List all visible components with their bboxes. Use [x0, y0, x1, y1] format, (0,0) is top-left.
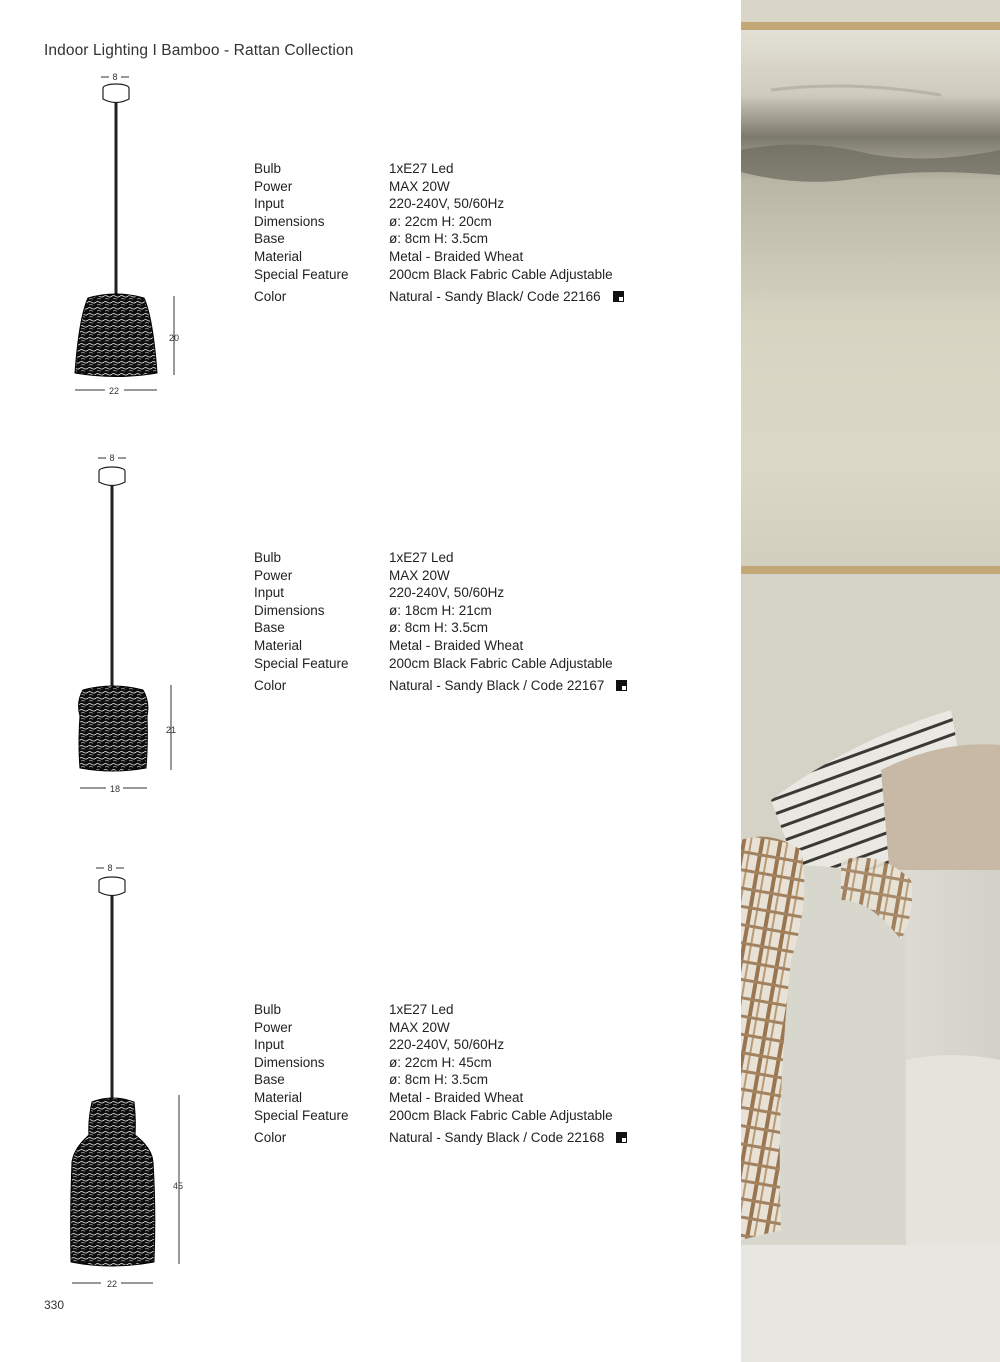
height-label: 20: [169, 333, 180, 343]
power-value: MAX 20W: [389, 178, 450, 194]
base-label: Base: [254, 1072, 285, 1088]
input-label: Input: [254, 196, 285, 212]
dimmable-icon: [616, 680, 627, 691]
base-label: Base: [254, 620, 285, 636]
dimensions-value: ø: 22cm H: 20cm: [389, 213, 492, 229]
special-feature-value: 200cm Black Fabric Cable Adjustable: [389, 1107, 613, 1123]
base-width-label: 8: [112, 72, 118, 82]
page-number: 330: [44, 1298, 65, 1312]
bulb-value: 1xE27 Led: [389, 161, 454, 176]
pendant-drawing: [0, 0, 240, 420]
color-label: Color: [254, 289, 287, 305]
dimensions-value: ø: 18cm H: 21cm: [389, 602, 492, 618]
material-value: Metal - Braided Wheat: [389, 248, 524, 264]
bulb-label: Bulb: [254, 1002, 282, 1017]
material-value: Metal - Braided Wheat: [389, 637, 524, 653]
power-value: MAX 20W: [389, 567, 450, 583]
height-label: 45: [173, 1181, 184, 1191]
material-label: Material: [254, 248, 303, 264]
color-value: Natural - Sandy Black / Code 22167: [389, 678, 605, 694]
product-22167: [0, 420, 740, 820]
input-value: 220-240V, 50/60Hz: [389, 585, 505, 601]
width-label: 18: [109, 784, 121, 794]
power-label: Power: [254, 178, 293, 194]
pendant-drawing: [0, 830, 240, 1300]
base-value: ø: 8cm H: 3.5cm: [389, 620, 489, 636]
spec-table: [254, 160, 624, 306]
lifestyle-photo: [741, 0, 1000, 1362]
input-value: 220-240V, 50/60Hz: [389, 1037, 505, 1053]
dimensions-label: Dimensions: [254, 213, 325, 229]
spec-table: [254, 1001, 627, 1147]
product-22168: [0, 830, 740, 1300]
width-label: 22: [108, 386, 120, 396]
bulb-label: Bulb: [254, 550, 282, 565]
dimmable-icon: [613, 291, 624, 302]
page-header: Indoor Lighting I Bamboo - Rattan Collection: [44, 42, 354, 59]
color-value: Natural - Sandy Black/ Code 22166: [389, 289, 601, 305]
bulb-value: 1xE27 Led: [389, 550, 454, 565]
bulb-value: 1xE27 Led: [389, 1002, 454, 1017]
material-label: Material: [254, 637, 303, 653]
color-label: Color: [254, 678, 287, 694]
special-feature-label: Special Feature: [254, 655, 349, 671]
material-label: Material: [254, 1089, 303, 1105]
input-label: Input: [254, 585, 285, 601]
product-22166: [0, 0, 740, 420]
base-width-label: 8: [109, 453, 115, 463]
power-label: Power: [254, 1019, 293, 1035]
color-label: Color: [254, 1130, 287, 1146]
bulb-label: Bulb: [254, 161, 282, 176]
height-label: 21: [166, 725, 177, 735]
input-label: Input: [254, 1037, 285, 1053]
dimensions-label: Dimensions: [254, 1054, 325, 1070]
input-value: 220-240V, 50/60Hz: [389, 196, 505, 212]
base-label: Base: [254, 231, 285, 247]
material-value: Metal - Braided Wheat: [389, 1089, 524, 1105]
dimensions-label: Dimensions: [254, 602, 325, 618]
special-feature-label: Special Feature: [254, 1107, 349, 1123]
dimmable-icon: [616, 1132, 627, 1143]
base-width-label: 8: [107, 863, 113, 873]
power-value: MAX 20W: [389, 1019, 450, 1035]
base-value: ø: 8cm H: 3.5cm: [389, 1072, 489, 1088]
power-label: Power: [254, 567, 293, 583]
pendant-drawing: [0, 420, 240, 820]
spec-table: [254, 549, 627, 695]
special-feature-value: 200cm Black Fabric Cable Adjustable: [389, 266, 613, 282]
width-label: 22: [106, 1279, 118, 1289]
color-value: Natural - Sandy Black / Code 22168: [389, 1130, 605, 1146]
special-feature-label: Special Feature: [254, 266, 349, 282]
base-value: ø: 8cm H: 3.5cm: [389, 231, 489, 247]
dimensions-value: ø: 22cm H: 45cm: [389, 1054, 492, 1070]
special-feature-value: 200cm Black Fabric Cable Adjustable: [389, 655, 613, 671]
